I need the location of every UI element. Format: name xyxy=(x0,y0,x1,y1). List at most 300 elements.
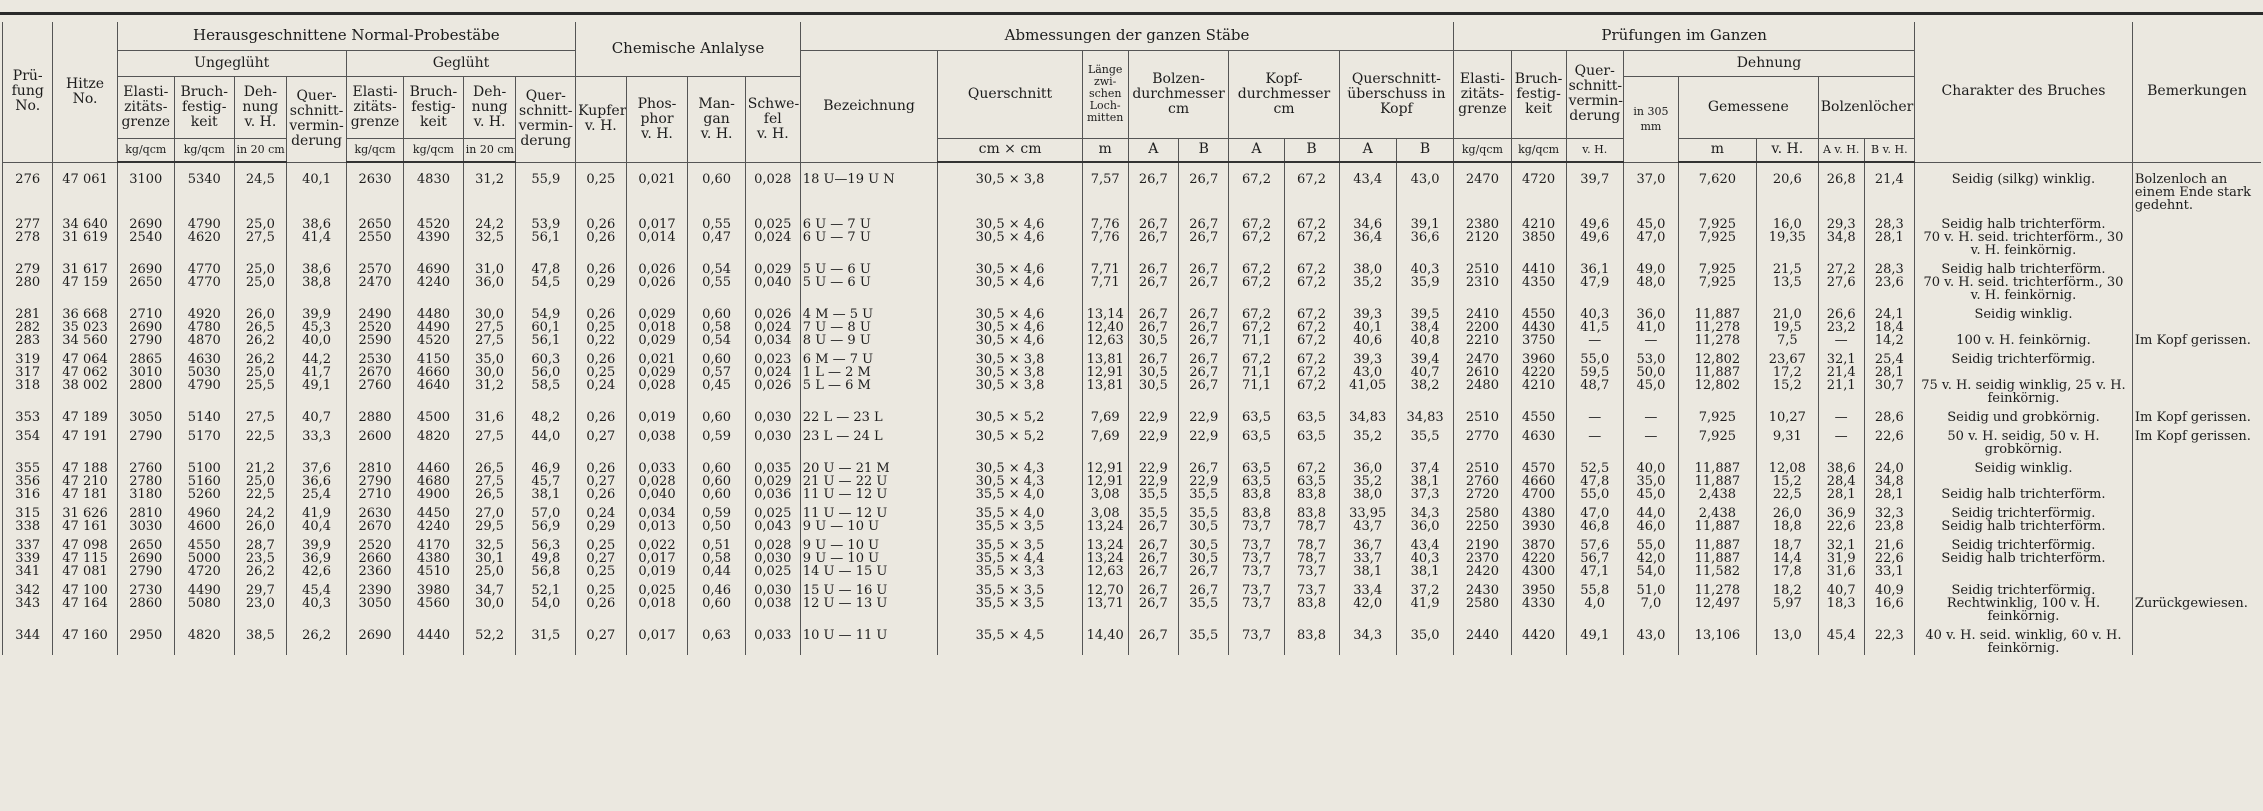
table-cell: 7,925 xyxy=(1678,430,1756,456)
table-cell: 26,7 xyxy=(1128,276,1178,302)
gap-cell xyxy=(626,162,688,173)
table-cell: 26,7 xyxy=(1179,321,1229,334)
table-cell: 315 xyxy=(3,507,53,520)
table-cell: 35,0 xyxy=(1623,475,1678,488)
table-cell: 2950 xyxy=(117,629,174,655)
table-cell xyxy=(2132,321,2261,334)
table-cell: 0,22 xyxy=(576,334,626,347)
table-cell: — xyxy=(1566,430,1623,456)
table-cell: 19,5 xyxy=(1756,321,1818,334)
table-cell: 28,3 xyxy=(1864,263,1914,276)
table-cell: 47 159 xyxy=(53,276,117,302)
table-cell: 73,7 xyxy=(1229,520,1284,533)
table-cell: 37,3 xyxy=(1396,488,1453,501)
table-cell: 15 U — 16 U xyxy=(800,584,938,597)
unit-g-dehn: in 20 cm xyxy=(463,138,516,162)
table-cell: 8 U — 9 U xyxy=(800,334,938,347)
table-cell: 13,106 xyxy=(1678,629,1756,655)
table-cell xyxy=(2132,218,2261,231)
table-cell: 35,5 × 4,5 xyxy=(938,629,1082,655)
table-cell: 73,7 xyxy=(1229,565,1284,578)
table-cell: 67,2 xyxy=(1229,308,1284,321)
table-row xyxy=(3,173,2262,212)
group-bolzen: Bolzen-durchmesser cm xyxy=(1128,50,1229,138)
table-cell: 354 xyxy=(3,430,53,456)
table-cell: 26,0 xyxy=(1756,507,1818,520)
schwefel-label: Schwe-fel xyxy=(747,95,800,127)
table-cell: 21,2 xyxy=(234,462,287,475)
gap-cell xyxy=(174,162,234,173)
table-cell: 26,7 xyxy=(1179,565,1229,578)
table-cell: 0,030 xyxy=(745,411,800,424)
table-cell: 34,83 xyxy=(1339,411,1396,424)
table-cell: 3870 xyxy=(1511,539,1566,552)
table-cell: 0,27 xyxy=(576,629,626,655)
table-cell: Seidig trichterförmig. xyxy=(1915,507,2133,520)
table-cell: 4460 xyxy=(404,462,464,475)
table-cell: 100 v. H. feinkörnig. xyxy=(1915,334,2133,347)
table-cell: 39,9 xyxy=(287,308,347,321)
table-cell: 36,6 xyxy=(287,475,347,488)
table-cell: 36,6 xyxy=(1396,231,1453,257)
table-cell: Seidig winklig. xyxy=(1915,308,2133,321)
table-cell: 26,8 xyxy=(1818,173,1864,212)
table-cell: 60,3 xyxy=(516,353,576,366)
table-cell: — xyxy=(1818,430,1864,456)
table-cell: 0,26 xyxy=(576,308,626,321)
col-ueber-b: B xyxy=(1396,138,1453,162)
table-cell: 38,0 xyxy=(1339,263,1396,276)
kupfer-label: Kupfer xyxy=(578,103,627,119)
table-cell: 15,2 xyxy=(1756,475,1818,488)
table-cell: 33,1 xyxy=(1864,565,1914,578)
table-cell: 40,3 xyxy=(1566,308,1623,321)
table-cell: 0,24 xyxy=(576,507,626,520)
table-cell: 17,2 xyxy=(1756,366,1818,379)
table-cell: 2790 xyxy=(117,430,174,456)
table-cell: 13,24 xyxy=(1082,520,1128,533)
table-cell: 30,5 × 4,6 xyxy=(938,308,1082,321)
table-cell: 37,6 xyxy=(287,462,347,475)
table-cell: 42,6 xyxy=(287,565,347,578)
table-cell xyxy=(2132,462,2261,475)
table-cell: 30,5 xyxy=(1179,520,1229,533)
table-cell: 4630 xyxy=(174,353,234,366)
table-cell: 40,7 xyxy=(1396,366,1453,379)
table-cell: 2690 xyxy=(117,263,174,276)
table-row xyxy=(3,334,2262,347)
table-cell: 78,7 xyxy=(1284,552,1339,565)
table-cell: 31,2 xyxy=(463,379,516,405)
table-cell: 3980 xyxy=(404,584,464,597)
table-cell: 45,4 xyxy=(1818,629,1864,655)
table-cell: 26,7 xyxy=(1128,520,1178,533)
table-cell: 40,3 xyxy=(1396,552,1453,565)
gap-cell xyxy=(463,162,516,173)
table-cell: 45,4 xyxy=(287,584,347,597)
table-cell: 50 v. H. seidig, 50 v. H. grobkörnig. xyxy=(1915,430,2133,456)
table-cell: 0,58 xyxy=(688,552,745,565)
gap-cell xyxy=(3,162,53,173)
gap-cell xyxy=(688,162,745,173)
group-pruefungen: Prüfungen im Ganzen xyxy=(1454,22,1915,50)
table-cell: 5000 xyxy=(174,552,234,565)
table-cell: 344 xyxy=(3,629,53,655)
table-cell: 3930 xyxy=(1511,520,1566,533)
table-cell: 7,69 xyxy=(1082,430,1128,456)
table-cell: 36,0 xyxy=(1396,520,1453,533)
table-cell: 355 xyxy=(3,462,53,475)
col-g-elast: Elasti-zitäts-grenze xyxy=(346,76,403,138)
table-cell: 28,1 xyxy=(1864,488,1914,501)
table-cell: 5260 xyxy=(174,488,234,501)
table-cell: 28,6 xyxy=(1864,411,1914,424)
table-cell: 339 xyxy=(3,552,53,565)
table-cell: 28,4 xyxy=(1818,475,1864,488)
table-cell: 38,1 xyxy=(1396,565,1453,578)
table-cell: 2865 xyxy=(117,353,174,366)
table-cell: 22,5 xyxy=(234,488,287,501)
table-cell: 22,5 xyxy=(234,430,287,456)
table-cell: 11,278 xyxy=(1678,321,1756,334)
table-cell: 7,57 xyxy=(1082,173,1128,212)
table-cell: 30,5 xyxy=(1128,366,1178,379)
table-row xyxy=(3,565,2262,578)
table-cell: 0,26 xyxy=(576,263,626,276)
table-cell: 47 081 xyxy=(53,565,117,578)
gap-cell xyxy=(234,162,287,173)
table-cell: 67,2 xyxy=(1284,263,1339,276)
table-cell: 7 U — 8 U xyxy=(800,321,938,334)
table-cell: 7,925 xyxy=(1678,218,1756,231)
table-cell: 0,50 xyxy=(688,520,745,533)
col-p-quer: Quer-schnitt-vermin-derung xyxy=(1566,50,1623,138)
table-cell: 26,0 xyxy=(234,520,287,533)
table-cell xyxy=(2132,520,2261,533)
table-cell: 4510 xyxy=(404,565,464,578)
table-cell xyxy=(1915,565,2133,578)
table-cell: 337 xyxy=(3,539,53,552)
table-cell: 48,7 xyxy=(1566,379,1623,405)
table-cell: 34 640 xyxy=(53,218,117,231)
table-cell: 39,3 xyxy=(1339,308,1396,321)
table-cell: 2310 xyxy=(1454,276,1511,302)
table-cell: 40,0 xyxy=(287,334,347,347)
table-cell: 7,69 xyxy=(1082,411,1128,424)
table-cell: 38,8 xyxy=(287,276,347,302)
table-cell: 67,2 xyxy=(1284,366,1339,379)
table-cell: 34,7 xyxy=(463,584,516,597)
table-cell: 21,1 xyxy=(1818,379,1864,405)
table-cell: 38,1 xyxy=(1339,565,1396,578)
table-cell: 40,7 xyxy=(1818,584,1864,597)
table-cell: 22,5 xyxy=(1756,488,1818,501)
table-cell: 31,5 xyxy=(516,629,576,655)
col-p-elast: Elasti-zitäts-grenze xyxy=(1454,50,1511,138)
table-cell: 26,7 xyxy=(1179,308,1229,321)
table-cell: 35,5 xyxy=(1396,430,1453,456)
group-bolzenloecher: Bolzenlöcher xyxy=(1818,76,1914,138)
table-cell: 23,67 xyxy=(1756,353,1818,366)
table-cell: 29,7 xyxy=(234,584,287,597)
table-cell: Im Kopf gerissen. xyxy=(2132,334,2261,347)
table-cell: 26,7 xyxy=(1179,263,1229,276)
table-cell: 11,887 xyxy=(1678,552,1756,565)
table-cell xyxy=(1915,475,2133,488)
table-cell: 0,024 xyxy=(745,321,800,334)
table-cell: 2520 xyxy=(346,539,403,552)
table-cell: 40,1 xyxy=(1339,321,1396,334)
table-cell: 26,2 xyxy=(234,334,287,347)
table-cell: 67,2 xyxy=(1284,334,1339,347)
table-cell: 12,91 xyxy=(1082,462,1128,475)
gap-cell xyxy=(1864,162,1914,173)
table-cell: 2720 xyxy=(1454,488,1511,501)
table-row xyxy=(3,462,2262,475)
table-cell: 0,27 xyxy=(576,552,626,565)
table-cell: 55,8 xyxy=(1566,584,1623,597)
table-cell: 4440 xyxy=(404,629,464,655)
table-cell: 15,2 xyxy=(1756,379,1818,405)
table-cell: 63,5 xyxy=(1284,430,1339,456)
table-cell: 71,1 xyxy=(1229,366,1284,379)
table-cell: 54,9 xyxy=(516,308,576,321)
table-cell: Bolzenloch an einem Ende stark gedehnt. xyxy=(2132,173,2261,212)
table-cell: 23,0 xyxy=(234,597,287,623)
table-cell: 37,2 xyxy=(1396,584,1453,597)
table-cell: 35,5 × 3,5 xyxy=(938,597,1082,623)
table-cell: 34,8 xyxy=(1864,475,1914,488)
table-cell xyxy=(2132,475,2261,488)
table-cell: 49,1 xyxy=(1566,629,1623,655)
table-cell: 7,76 xyxy=(1082,218,1128,231)
table-cell: 12,40 xyxy=(1082,321,1128,334)
table-cell: 25,0 xyxy=(234,218,287,231)
table-cell: 23,6 xyxy=(1864,276,1914,302)
table-cell xyxy=(2132,488,2261,501)
table-cell: 26,7 xyxy=(1128,565,1178,578)
table-cell: 47 188 xyxy=(53,462,117,475)
table-cell: 0,60 xyxy=(688,488,745,501)
table-cell: 43,0 xyxy=(1339,366,1396,379)
table-cell: 2690 xyxy=(117,218,174,231)
table-cell: 26,7 xyxy=(1179,276,1229,302)
table-row xyxy=(3,430,2262,456)
table-cell: 37,0 xyxy=(1623,173,1678,212)
table-cell: Seidig halb trichterförm. xyxy=(1915,488,2133,501)
table-cell: 24,2 xyxy=(463,218,516,231)
col-hitze: Hitze No. xyxy=(53,22,117,162)
table-cell: 34,6 xyxy=(1339,218,1396,231)
table-cell: 18,3 xyxy=(1818,597,1864,623)
table-cell: 318 xyxy=(3,379,53,405)
table-cell: 0,51 xyxy=(688,539,745,552)
table-cell: 0,60 xyxy=(688,597,745,623)
table-cell: 30,5 × 4,3 xyxy=(938,462,1082,475)
table-cell: 38,6 xyxy=(287,218,347,231)
table-cell: 24,2 xyxy=(234,507,287,520)
table-cell: 26,7 xyxy=(1179,173,1229,212)
table-cell: 276 xyxy=(3,173,53,212)
table-cell: 55,9 xyxy=(516,173,576,212)
table-cell: 4790 xyxy=(174,218,234,231)
table-cell: 4170 xyxy=(404,539,464,552)
table-cell: 4680 xyxy=(404,475,464,488)
table-cell: 2860 xyxy=(117,597,174,623)
table-cell: 35,5 × 4,0 xyxy=(938,507,1082,520)
table-cell: 31 617 xyxy=(53,263,117,276)
table-cell: 35,5 × 3,5 xyxy=(938,539,1082,552)
table-cell: 0,54 xyxy=(688,263,745,276)
table-cell: 0,040 xyxy=(626,488,688,501)
table-cell: 54,5 xyxy=(516,276,576,302)
table-cell: 31 626 xyxy=(53,507,117,520)
table-cell: 52,5 xyxy=(1566,462,1623,475)
table-cell: 25,0 xyxy=(234,263,287,276)
table-cell: — xyxy=(1623,430,1678,456)
table-cell: 0,026 xyxy=(745,379,800,405)
table-cell: 4380 xyxy=(404,552,464,565)
table-cell: 57,6 xyxy=(1566,539,1623,552)
table-cell: 46,0 xyxy=(1623,520,1678,533)
table-cell: Seidig und grobkörnig. xyxy=(1915,411,2133,424)
table-cell: 3850 xyxy=(1511,231,1566,257)
table-cell: 26,7 xyxy=(1128,231,1178,257)
table-cell: 0,26 xyxy=(576,462,626,475)
table-cell: 4630 xyxy=(1511,430,1566,456)
table-cell: 49,8 xyxy=(516,552,576,565)
table-cell: 22,3 xyxy=(1864,629,1914,655)
table-cell: 33,3 xyxy=(287,430,347,456)
table-cell: 26,2 xyxy=(234,353,287,366)
table-cell: 30,0 xyxy=(463,597,516,623)
table-cell: 29,3 xyxy=(1818,218,1864,231)
table-cell: 4,0 xyxy=(1566,597,1623,623)
table-cell: 5100 xyxy=(174,462,234,475)
table-cell: 2510 xyxy=(1454,263,1511,276)
table-cell: 12,70 xyxy=(1082,584,1128,597)
table-cell: 0,030 xyxy=(745,584,800,597)
table-cell xyxy=(2132,353,2261,366)
group-dehnung: Dehnung xyxy=(1623,50,1914,76)
table-cell: 9 U — 10 U xyxy=(800,552,938,565)
table-cell: 23 L — 24 L xyxy=(800,430,938,456)
gap-cell xyxy=(516,162,576,173)
table-cell: 38,1 xyxy=(516,488,576,501)
table-cell: 36,0 xyxy=(463,276,516,302)
table-cell: 0,26 xyxy=(576,597,626,623)
table-cell: 4620 xyxy=(174,231,234,257)
gap-cell xyxy=(1339,162,1396,173)
table-cell: 0,017 xyxy=(626,629,688,655)
table-cell: 4240 xyxy=(404,276,464,302)
table-cell: 36 668 xyxy=(53,308,117,321)
table-cell: 2590 xyxy=(346,334,403,347)
table-cell: 47,0 xyxy=(1623,231,1678,257)
table-cell: 43,4 xyxy=(1339,173,1396,212)
col-loch-a: A v. H. xyxy=(1818,138,1864,162)
table-cell: 45,0 xyxy=(1623,218,1678,231)
table-cell: 12,63 xyxy=(1082,565,1128,578)
table-row xyxy=(3,231,2262,257)
table-cell: 13,71 xyxy=(1082,597,1128,623)
table-cell: 41,05 xyxy=(1339,379,1396,405)
gap-cell xyxy=(1229,162,1284,173)
table-cell: 26,0 xyxy=(234,308,287,321)
table-cell: 35,5 × 3,5 xyxy=(938,584,1082,597)
table-cell: 10 U — 11 U xyxy=(800,629,938,655)
table-cell: 6 M — 7 U xyxy=(800,353,938,366)
table-cell: 2610 xyxy=(1454,366,1511,379)
table-cell: 0,54 xyxy=(688,334,745,347)
table-cell: 2120 xyxy=(1454,231,1511,257)
table-cell: 316 xyxy=(3,488,53,501)
col-mangan xyxy=(688,76,745,162)
table-cell: 41,9 xyxy=(287,507,347,520)
col-kopf-b: B xyxy=(1284,138,1339,162)
table-cell: 12,08 xyxy=(1756,462,1818,475)
table-cell: Seidig (silkg) winklig. xyxy=(1915,173,2133,212)
table-cell: 0,028 xyxy=(626,379,688,405)
table-cell: 0,029 xyxy=(626,334,688,347)
table-cell: Seidig trichterförmig. xyxy=(1915,539,2133,552)
table-cell: 0,25 xyxy=(576,321,626,334)
table-cell: 21,5 xyxy=(1756,263,1818,276)
table-cell: 0,26 xyxy=(576,231,626,257)
table-cell: — xyxy=(1818,411,1864,424)
table-cell: 3,08 xyxy=(1082,488,1128,501)
col-gem-vh: v. H. xyxy=(1756,138,1818,162)
table-cell: 54,0 xyxy=(1623,565,1678,578)
table-cell: 78,7 xyxy=(1284,539,1339,552)
table-cell: 44,0 xyxy=(516,430,576,456)
table-cell: 42,0 xyxy=(1339,597,1396,623)
table-cell: 25,0 xyxy=(234,475,287,488)
table-cell: 70 v. H. seid. trichterförm., 30 v. H. feinkörnig. xyxy=(1915,231,2133,257)
table-cell: 34 560 xyxy=(53,334,117,347)
table-cell: 283 xyxy=(3,334,53,347)
table-cell: 4870 xyxy=(174,334,234,347)
table-cell: 31 619 xyxy=(53,231,117,257)
table-cell: 22,6 xyxy=(1818,520,1864,533)
table-row xyxy=(3,366,2262,379)
table-cell: 38,5 xyxy=(234,629,287,655)
table-cell: 73,7 xyxy=(1229,539,1284,552)
table-cell: 35,5 xyxy=(1179,597,1229,623)
table-row xyxy=(3,597,2262,623)
table-cell: 5030 xyxy=(174,366,234,379)
table-cell: — xyxy=(1566,411,1623,424)
table-cell: 4330 xyxy=(1511,597,1566,623)
table-cell: 50,0 xyxy=(1623,366,1678,379)
table-cell: 4780 xyxy=(174,321,234,334)
table-cell: 0,26 xyxy=(576,411,626,424)
table-cell: 3100 xyxy=(117,173,174,212)
table-cell: 67,2 xyxy=(1229,231,1284,257)
table-cell: — xyxy=(1623,334,1678,347)
table-cell: 48,2 xyxy=(516,411,576,424)
table-cell: 2760 xyxy=(117,462,174,475)
table-cell: 39,5 xyxy=(1396,308,1453,321)
table-cell: Seidig halb trichterförm. xyxy=(1915,520,2133,533)
table-cell: 0,025 xyxy=(745,218,800,231)
table-cell: 0,55 xyxy=(688,276,745,302)
table-cell: 35,5 × 4,0 xyxy=(938,488,1082,501)
table-cell: 2600 xyxy=(346,430,403,456)
table-cell: 28,1 xyxy=(1864,231,1914,257)
table-cell: 0,44 xyxy=(688,565,745,578)
table-cell xyxy=(2132,539,2261,552)
